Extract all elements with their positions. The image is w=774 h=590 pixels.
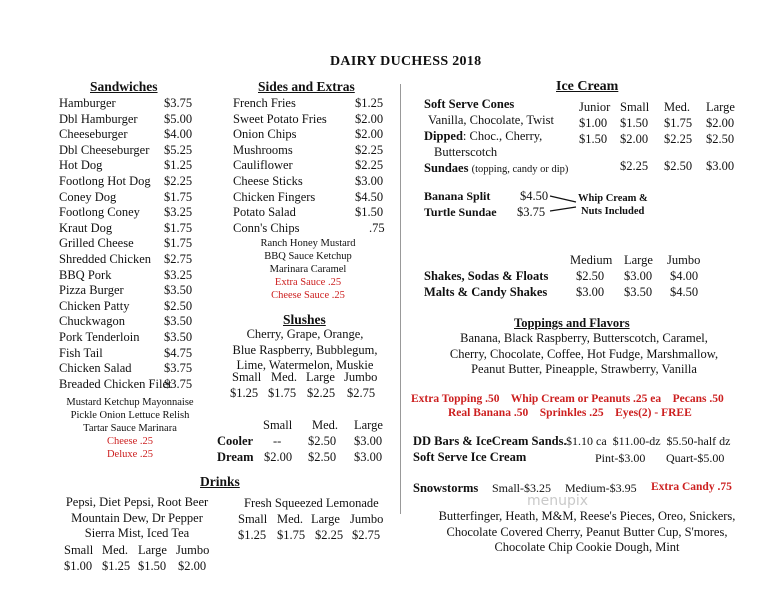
menu-item: Chicken Salad $3.75 [59, 361, 193, 376]
dipped-label: Dipped [424, 129, 463, 143]
menu-item: Fish Tail $4.75 [59, 345, 193, 360]
specials: Banana Split $4.50 Turtle Sundae $3.75 Whip Cream & Nuts Included [424, 189, 648, 219]
watermark: menupix [527, 493, 589, 509]
lemonade-title: Fresh Squeezed Lemonade [244, 496, 379, 510]
menu-item: French Fries $1.25 [233, 96, 384, 110]
lemonade-price-table: Small Med. Large Jumbo $1.25 $1.75 $2.25 $2.75 [238, 512, 384, 542]
menu-item: Chicken Patty $2.50 [59, 298, 193, 313]
slush-flavors: Cherry, Grape, Orange, Blue Raspberry, Bubblegum, Lime, Watermelon, Muskie [232, 327, 378, 373]
menu-item: Cauliflower $2.25 [233, 158, 384, 173]
menu-item: Pizza Burger $3.50 [59, 283, 193, 298]
extra-sauce: Extra Sauce .25 [274, 277, 342, 288]
toppings-heading: Toppings and Flavors [514, 316, 630, 330]
ice-cream-table: Soft Serve Cones Junior Small Med. Large Vanilla, Chocolate, Twist $1.00 $1.50 $1.75 $2.00 Dipped: Choc., Cherry, $1.50 $2.00 $2.25 $2.50 Butterscotch Sundaes (topping, candy or dip) $2.25 $2.50 $3.00 [424, 97, 735, 175]
snowstorm-extra-candy: Extra Candy .75 [651, 481, 732, 493]
menu-item: BBQ Pork $3.25 [59, 267, 193, 282]
menu-item: Footlong Hot Dog $2.25 [59, 173, 193, 188]
cheese-sauce: Cheese Sauce .25 [271, 290, 345, 301]
menu-item: Hamburger $3.75 [59, 96, 193, 110]
menu-item: Onion Chips $2.00 [233, 127, 384, 142]
sandwiches-heading: Sandwiches [90, 79, 158, 94]
toppings-list: Banana, Black Raspberry, Butterscotch, Caramel, Cherry, Chocolate, Coffee, Hot Fudge, Marshmallow, Peanut Butter, Pineapple, Strawberry, Vanilla [449, 331, 719, 377]
sandwiches-list [59, 96, 199, 392]
menu-item: Potato Salad $1.50 [233, 205, 384, 220]
menu-item: Chuckwagon $3.50 [59, 314, 193, 329]
soft-serve-label: Soft Serve Cones [424, 97, 515, 111]
drinks-list: Pepsi, Diet Pepsi, Root Beer Mountain Dew, Dr Pepper Sierra Mist, Iced Tea [65, 495, 209, 541]
cooler-dream-table: Small Med. Large Cooler -- $2.50 $3.00 Dream $2.00 $2.50 $3.00 [217, 418, 383, 464]
drinks-price-table: Small Med. Large Jumbo $1.00 $1.25 $1.50 $2.00 [64, 543, 210, 573]
shakes-table: Medium Large Jumbo Shakes, Sodas & Floats $2.50 $3.00 $4.00 Malts & Candy Shakes $3.00 $3.50 $4.50 [424, 253, 701, 299]
soft-serve-ic-name: Soft Serve Ice Cream [413, 450, 527, 464]
menu-item: Pork Tenderloin $3.50 [59, 329, 193, 344]
slushes-heading: Slushes [283, 312, 326, 327]
menu-item: Cheese Sticks $3.00 [233, 173, 384, 188]
bracket-lines [548, 194, 578, 218]
menu-item: Cheeseburger $4.00 [59, 127, 193, 142]
extra-toppings-prices-2: Real Banana .50 Sprinkles .25 Eyes(2) - FREE [448, 407, 692, 419]
sides-list [233, 96, 393, 236]
menu-item: Sweet Potato Fries $2.00 [233, 111, 384, 126]
ice-cream-heading: Ice Cream [556, 79, 619, 94]
quart-price: Quart-$5.00 [666, 451, 725, 465]
extra-cheese: Cheese .25 [106, 436, 154, 447]
sides-heading: Sides and Extras [258, 79, 355, 94]
menu-item: Hot Dog $1.25 [59, 158, 193, 173]
menu-item: Dbl Hamburger $5.00 [59, 111, 193, 126]
menu-item: Kraut Dog $1.75 [59, 220, 193, 235]
menu-item: Breaded Chicken Filet $3.75 [59, 376, 193, 391]
menu-item: Coney Dog $1.75 [59, 189, 193, 204]
dd-bars-prices: $1.10 ca $11.00-dz $5.50-half dz [566, 434, 731, 448]
snowstorm-medium: Medium-$3.95 [565, 481, 637, 495]
snowstorm-candies: Butterfinger, Heath, M&M, Reese's Pieces, Oreo, Snickers, Chocolate Covered Cherry, Peanut Butter Cup, S'mores, Chocolate Chip Cookie Dough, Mint [438, 509, 736, 555]
menu-item: Conn's Chips .75 [233, 220, 385, 235]
snowstorm-small: Small-$3.25 [492, 481, 551, 495]
column-divider [400, 84, 401, 514]
menu-item: Footlong Coney $3.25 [59, 205, 193, 220]
sandwich-toppings: Mustard Ketchup Mayonnaise Pickle Onion Lettuce Relish Tartar Sauce Marinara Cheese .25 Deluxe .25 [50, 396, 210, 461]
extra-toppings-prices: Extra Topping .50 Whip Cream or Peanuts .25 ea Pecans .50 [411, 393, 724, 405]
menu-item: Grilled Cheese $1.75 [59, 236, 193, 251]
page-title: DAIRY DUCHESS 2018 [330, 54, 482, 69]
menu-item: Mushrooms $2.25 [233, 142, 384, 157]
snowstorms-name: Snowstorms [413, 481, 479, 495]
dd-bars-name: DD Bars & IceCream Sands. [413, 434, 567, 448]
sauces: Ranch Honey Mustard BBQ Sauce Ketchup Marinara Caramel Extra Sauce .25 Cheese Sauce .25 [228, 237, 388, 302]
pint-price: Pint-$3.00 [595, 451, 646, 465]
sundaes-label: Sundaes [424, 161, 469, 175]
menu-item: Chicken Fingers $4.50 [233, 189, 384, 204]
menu-item: Dbl Cheeseburger $5.25 [59, 142, 193, 157]
extra-deluxe: Deluxe .25 [106, 449, 154, 460]
slush-price-table: Small Med. Large Jumbo $1.25 $1.75 $2.25 $2.75 [230, 370, 378, 400]
drinks-heading: Drinks [200, 474, 240, 489]
menu-item: Shredded Chicken $2.75 [59, 251, 193, 266]
